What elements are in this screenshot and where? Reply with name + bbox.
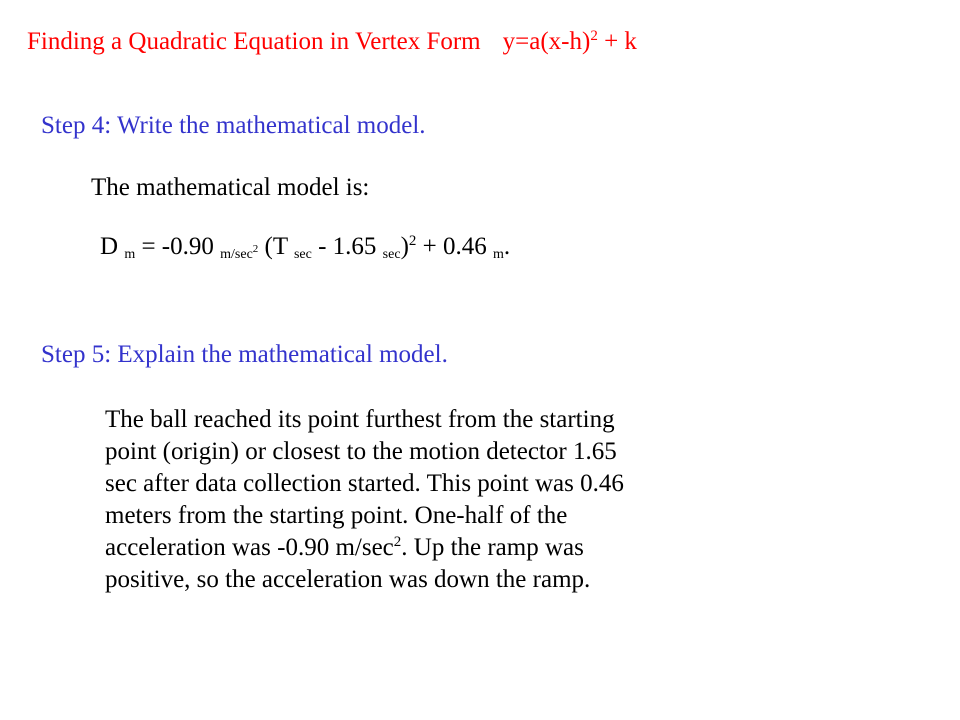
- vertex-form-formula: [503, 28, 637, 55]
- eq-paren-open: (T: [258, 233, 294, 260]
- title-text: Finding a Quadratic Equation in Vertex Form: [27, 28, 481, 55]
- eq-period: .: [503, 233, 511, 260]
- eq-coef-unit-exponent: 2: [252, 243, 259, 255]
- eq-minus-h: - 1.65: [311, 233, 383, 260]
- eq-lhs-var: D: [100, 233, 125, 260]
- eq-paren-close: ): [400, 233, 409, 260]
- slide-title: [27, 29, 637, 54]
- explanation-line: meters from the starting point. One-half of the: [105, 502, 568, 529]
- eq-k-unit: m: [493, 247, 504, 262]
- eq-coef-unit-base: m/sec: [220, 247, 253, 262]
- model-intro-text: The mathematical model is:: [91, 174, 370, 201]
- step4-heading: Step 4: Write the mathematical model.: [41, 112, 426, 139]
- explanation-line: sec after data collection started. This point was 0.46: [105, 470, 624, 497]
- eq-h-unit: sec: [382, 247, 401, 262]
- model-explanation: [105, 404, 785, 596]
- explanation-line: positive, so the acceleration was down the ramp.: [105, 566, 591, 593]
- model-equation: [100, 233, 511, 262]
- eq-square-exponent: 2: [408, 233, 417, 249]
- step5-heading: Step 5: Explain the mathematical model.: [41, 341, 448, 368]
- explanation-exponent: 2: [393, 534, 402, 550]
- eq-coef-unit: [220, 243, 259, 262]
- eq-t-unit: sec: [293, 247, 312, 262]
- explanation-line-with-exponent: [105, 532, 785, 564]
- explanation-line: The ball reached its point furthest from the starting: [105, 406, 615, 433]
- formula-base: y=a(x-h): [502, 28, 591, 55]
- formula-tail: + k: [597, 28, 637, 55]
- explanation-line: point (origin) or closest to the motion detector 1.65: [105, 438, 617, 465]
- eq-coefficient: = -0.90: [135, 233, 221, 260]
- formula-exponent: 2: [590, 28, 598, 44]
- explanation-line-tail: . Up the ramp was: [401, 534, 584, 561]
- eq-lhs-unit: m: [124, 247, 136, 262]
- explanation-line-text: acceleration was -0.90 m/sec: [105, 534, 394, 561]
- eq-plus-k: + 0.46: [416, 233, 493, 260]
